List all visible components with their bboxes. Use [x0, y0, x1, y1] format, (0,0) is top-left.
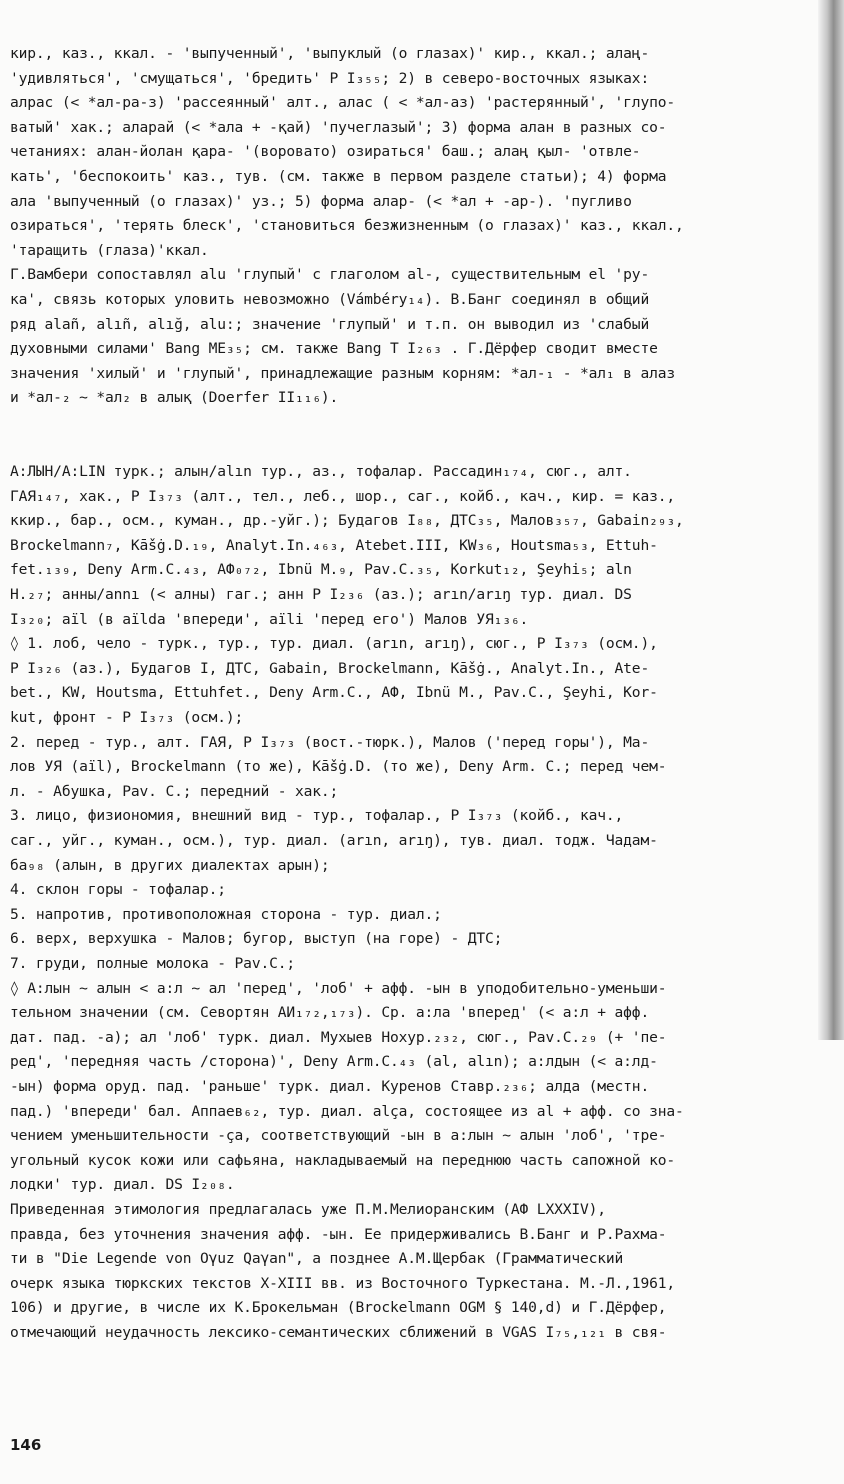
text-line: духовными силами' Bang ME₃₅; см. также Bang T I₂₆₃ . Г.Дёрфер сводит вместе	[10, 340, 658, 358]
text-line: и *ал-₂ ~ *ал₂ в алық (Doerfer II₁₁₆).	[10, 389, 339, 407]
text-line: 5. напротив, противоположная сторона - тур. диал.;	[10, 905, 442, 923]
text-line: 106) и другие, в числе их К.Брокельман (Brockelmann OGM § 140,d) и Г.Дёрфер,	[10, 1299, 667, 1317]
text-line: пад.) 'впереди' бал. Аппаев₆₂, тур. диал. alça, состоящее из al + афф. со зна-	[10, 1102, 684, 1120]
text-line: отмечающий неудачность лексико-семантических сближений в VGAS I₇₅,₁₂₁ в свя-	[10, 1323, 667, 1341]
text-line: 7. груди, полные молока - Pav.C.;	[10, 954, 295, 972]
text-line: л. - Абушка, Pav. C.; передний - хак.;	[10, 782, 339, 800]
text-line: ти в "Die Legende von Oγuz Qaγan", а позднее А.М.Щербак (Грамматический	[10, 1250, 624, 1268]
text-line: 3. лицо, физиономия, внешний вид - тур., тофалар., Р I₃₇₃ (койб., кач.,	[10, 807, 624, 825]
text-line: I₃₂₀; aïl (в aïlda 'впереди', aïli 'перед его') Малов УЯ₁₃₆.	[10, 610, 529, 628]
text-line: ватый' хак.; аларай (< *ала + -қай) 'пучеглазый'; 3) форма алан в разных со-	[10, 118, 667, 136]
text-line: kut, фронт - Р I₃₇₃ (осм.);	[10, 709, 244, 727]
text-line: ◊ А:лын ~ алын < а:л ~ ал 'перед', 'лоб' + афф. -ын в уподобительно-уменьши-	[10, 979, 667, 997]
text-line: ГАЯ₁₄₇, хак., Р I₃₇₃ (алт., тел., леб., шор., саг., койб., кач., кир. = каз.,	[10, 487, 675, 505]
text-line: Приведенная этимология предлагалась уже П.М.Мелиоранским (АФ LXXXIV),	[10, 1200, 606, 1218]
text-line: 'таращить (глаза)'ккал.	[10, 241, 209, 259]
text-line: ка', связь которых уловить невозможно (Vámbéry₁₄). В.Банг соединял в общий	[10, 290, 650, 308]
text-line: 2. перед - тур., алт. ГАЯ, Р I₃₇₃ (вост.-тюрк.), Малов ('перед горы'), Ма-	[10, 733, 650, 751]
text-line: ред', 'передняя часть /сторона)', Deny Arm.C.₄₃ (al, alın); а:лдын (< а:лд-	[10, 1053, 658, 1071]
text-line: bet., KW, Houtsma, Ettuhfet., Deny Arm.C., АФ, Ibnü M., Pav.C., Şeyhi, Kor-	[10, 684, 658, 702]
text-line: тельном значении (см. Севортян АИ₁₇₂,₁₇₃). Ср. а:ла 'вперед' (< а:л + афф.	[10, 1004, 650, 1022]
text-line	[10, 411, 822, 436]
page-number: 146	[10, 1436, 42, 1454]
page-text	[10, 42, 822, 1370]
text-line: 4. склон горы - тофалар.;	[10, 881, 226, 899]
text-line: саг., уйг., куман., осм.), тур. диал. (arın, arıŋ), тув. диал. тодж. Чадам-	[10, 832, 658, 849]
text-line: чением уменьшительности -ça, соответствующий -ын в а:лын ~ алын 'лоб', 'тре-	[10, 1127, 667, 1145]
text-line: озираться', 'терять блеск', 'становиться безжизненным (о глазах)' каз., ккал.,	[10, 217, 684, 235]
text-line: ккир., бар., осм., куман., др.-уйг.); Будагов I₈₈, ДТС₃₅, Малов₃₅₇, Gabain₂₉₃,	[10, 512, 684, 530]
text-line: 6. верх, верхушка - Малов; бугор, выступ (на горе) - ДТС;	[10, 930, 503, 948]
text-line: ◊ 1. лоб, чело - турк., тур., тур. диал. (arın, arıŋ), сюг., Р I₃₇₃ (осм.),	[10, 635, 658, 653]
text-line: ала 'выпученный (о глазах)' уз.; 5) форма алар- (< *ал + -ар-). 'пугливо	[10, 192, 632, 210]
text-line: Р I₃₂₆ (аз.), Будагов I, ДТС, Gabain, Brockelmann, Kāšġ., Analyt.In., Ate-	[10, 659, 650, 677]
text-line: H.₂₇; анны/annı (< алны) гаг.; анн Р I₂₃₆ (аз.); arın/arıŋ тур. диал. DS	[10, 586, 632, 604]
text-line	[10, 436, 822, 461]
text-line: алрас (< *ал-ра-з) 'рассеянный' алт., алас ( < *ал-аз) 'растерянный', 'глупо-	[10, 94, 675, 112]
text-line: Brockelmann₇, Kāšġ.D.₁₉, Analyt.In.₄₆₃, Atebet.III, KW₃₆, Houtsma₅₃, Ettuh-	[10, 536, 658, 554]
text-line: дат. пад. -а); ал 'лоб' турк. диал. Мухыев Нохур.₂₃₂, сюг., Pav.C.₂₉ (+ 'пе-	[10, 1028, 667, 1046]
text-line: лов УЯ (aïl), Brockelmann (то же), Kāšġ.D. (то же), Deny Arm. C.; перед чем-	[10, 758, 667, 776]
text-line: значения 'хилый' и 'глупый', принадлежащие разным корням: *ал-₁ - *ал₁ в алаз	[10, 364, 675, 382]
text-line: Г.Вамбери сопоставлял alu 'глупый' с глаголом al-, существительным el 'ру-	[10, 266, 650, 284]
text-line: ряд alañ, alıñ, alığ, alu:; значение 'глупый' и т.п. он выводил из 'слабый	[10, 315, 650, 333]
text-line: кать', 'беспокоить' каз., тув. (см. также в первом разделе статьи); 4) форма	[10, 167, 667, 185]
text-line: угольный кусок кожи или сафьяна, накладываемый на переднюю часть сапожной ко-	[10, 1151, 675, 1169]
entry-headword-line: А:ЛЫН/А:LIN турк.; алын/alın тур., аз., тофалар. Рассадин₁₇₄, сюг., алт.	[10, 463, 632, 481]
text-line: четаниях: алан-йолан қара- '(воровато) озираться' баш.; алаң қыл- 'отвле-	[10, 143, 641, 161]
text-line: fet.₁₃₉, Deny Arm.C.₄₃, АФ₀₇₂, Ibnü M.₉, Pav.C.₃₅, Korkut₁₂, Şeyhi₅; aln	[10, 561, 632, 579]
text-line: 'удивляться', 'смущаться', 'бредить' Р I₃₅₅; 2) в северо-восточных языках:	[10, 69, 650, 87]
text-line	[10, 1345, 822, 1370]
text-line: правда, без уточнения значения афф. -ын. Ее придерживались В.Банг и Р.Рахма-	[10, 1225, 667, 1243]
text-line: кир., каз., ккал. - 'выпученный', 'выпуклый (о глазах)' кир., ккал.; алаң-	[10, 45, 650, 62]
text-line: ба₉₈ (алын, в других диалектах арын);	[10, 856, 330, 874]
text-line: лодки' тур. диал. DS I₂₀₈.	[10, 1176, 235, 1194]
text-line: очерк языка тюркских текстов X-XIII вв. из Восточного Туркестана. М.-Л.,1961,	[10, 1274, 675, 1292]
text-line: -ын) форма оруд. пад. 'раньше' турк. диал. Куренов Ставр.₂₃₆; алда (местн.	[10, 1077, 650, 1095]
